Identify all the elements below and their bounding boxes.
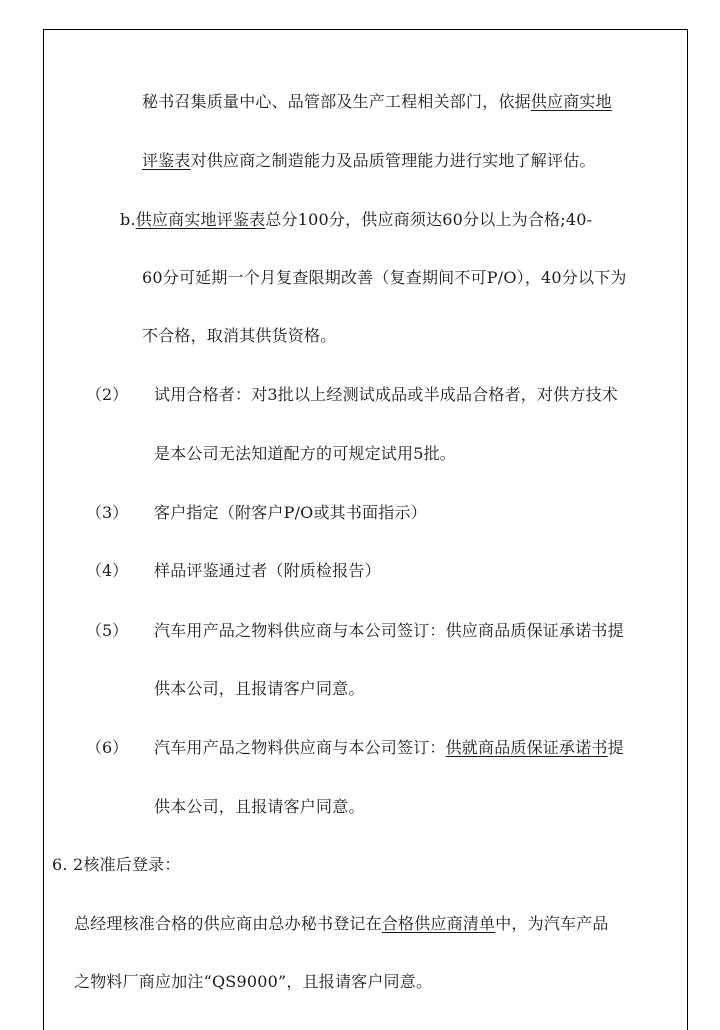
item-5-line-1: 汽车用产品之物料供应商与本公司签订：供应商品质保证承诺书提	[154, 621, 624, 640]
quality-commitment-link: 供就商品质保证承诺书	[445, 738, 608, 757]
block-b-line-3: 不合格，取消其供货资格。	[142, 326, 337, 345]
item-6-line-1	[154, 738, 624, 758]
item-5-line-2: 供本公司，且报请客户同意。	[154, 679, 365, 698]
qualified-supplier-list-link: 合格供应商清单	[381, 914, 496, 933]
block-b-line-2: 60分可延期一个月复查限期改善（复查期间不可P/O），40分以下为	[142, 268, 627, 287]
item-4-number: （4）	[86, 561, 129, 580]
document-frame	[43, 29, 688, 1030]
section-6-2-text-end: 中，为汽车产品	[495, 914, 609, 933]
item-6-text-end: 提	[607, 738, 624, 757]
block-a-line-1	[142, 92, 612, 112]
item-3-line-1: 客户指定（附客户P/O或其书面指示）	[154, 503, 427, 522]
block-a-line-2	[142, 151, 596, 171]
item-2-number: （2）	[86, 385, 129, 404]
item-3-number: （3）	[86, 503, 129, 522]
item-6-number: （6）	[86, 738, 129, 757]
section-6-2-line-1	[74, 914, 609, 934]
item-6-text: 汽车用产品之物料供应商与本公司签订：	[154, 738, 446, 757]
block-b-form-link: 供应商实地评鉴表	[135, 210, 266, 229]
section-6-2-line-2: 之物料厂商应加注“QS9000”，且报请客户同意。	[74, 972, 433, 991]
block-b-line-1	[120, 210, 592, 230]
block-b-text: 总分100分，供应商须达60分以上为合格;40-	[265, 210, 593, 229]
item-4-line-1: 样品评鉴通过者（附质检报告）	[154, 561, 381, 580]
block-b-marker: b.	[120, 210, 136, 229]
block-a-text: 秘书召集质量中心、品管部及生产工程相关部门，依据	[142, 92, 531, 111]
supplier-evaluation-form-link: 供应商实地	[530, 92, 612, 111]
item-5-number: （5）	[86, 621, 129, 640]
item-6-line-2: 供本公司，且报请客户同意。	[154, 797, 365, 816]
section-6-2-text: 总经理核准合格的供应商由总办秘书登记在	[74, 914, 382, 933]
item-2-line-2: 是本公司无法知道配方的可规定试用5批。	[154, 444, 456, 463]
block-a-text-2: 对供应商之制造能力及品质管理能力进行实地了解评估。	[190, 151, 596, 170]
supplier-evaluation-form-link-cont: 评鉴表	[142, 151, 191, 170]
item-2-line-1: 试用合格者：对3批以上经测试成品或半成品合格者，对供方技术	[154, 385, 618, 404]
section-6-2-heading: 6. 2核准后登录：	[52, 855, 181, 874]
